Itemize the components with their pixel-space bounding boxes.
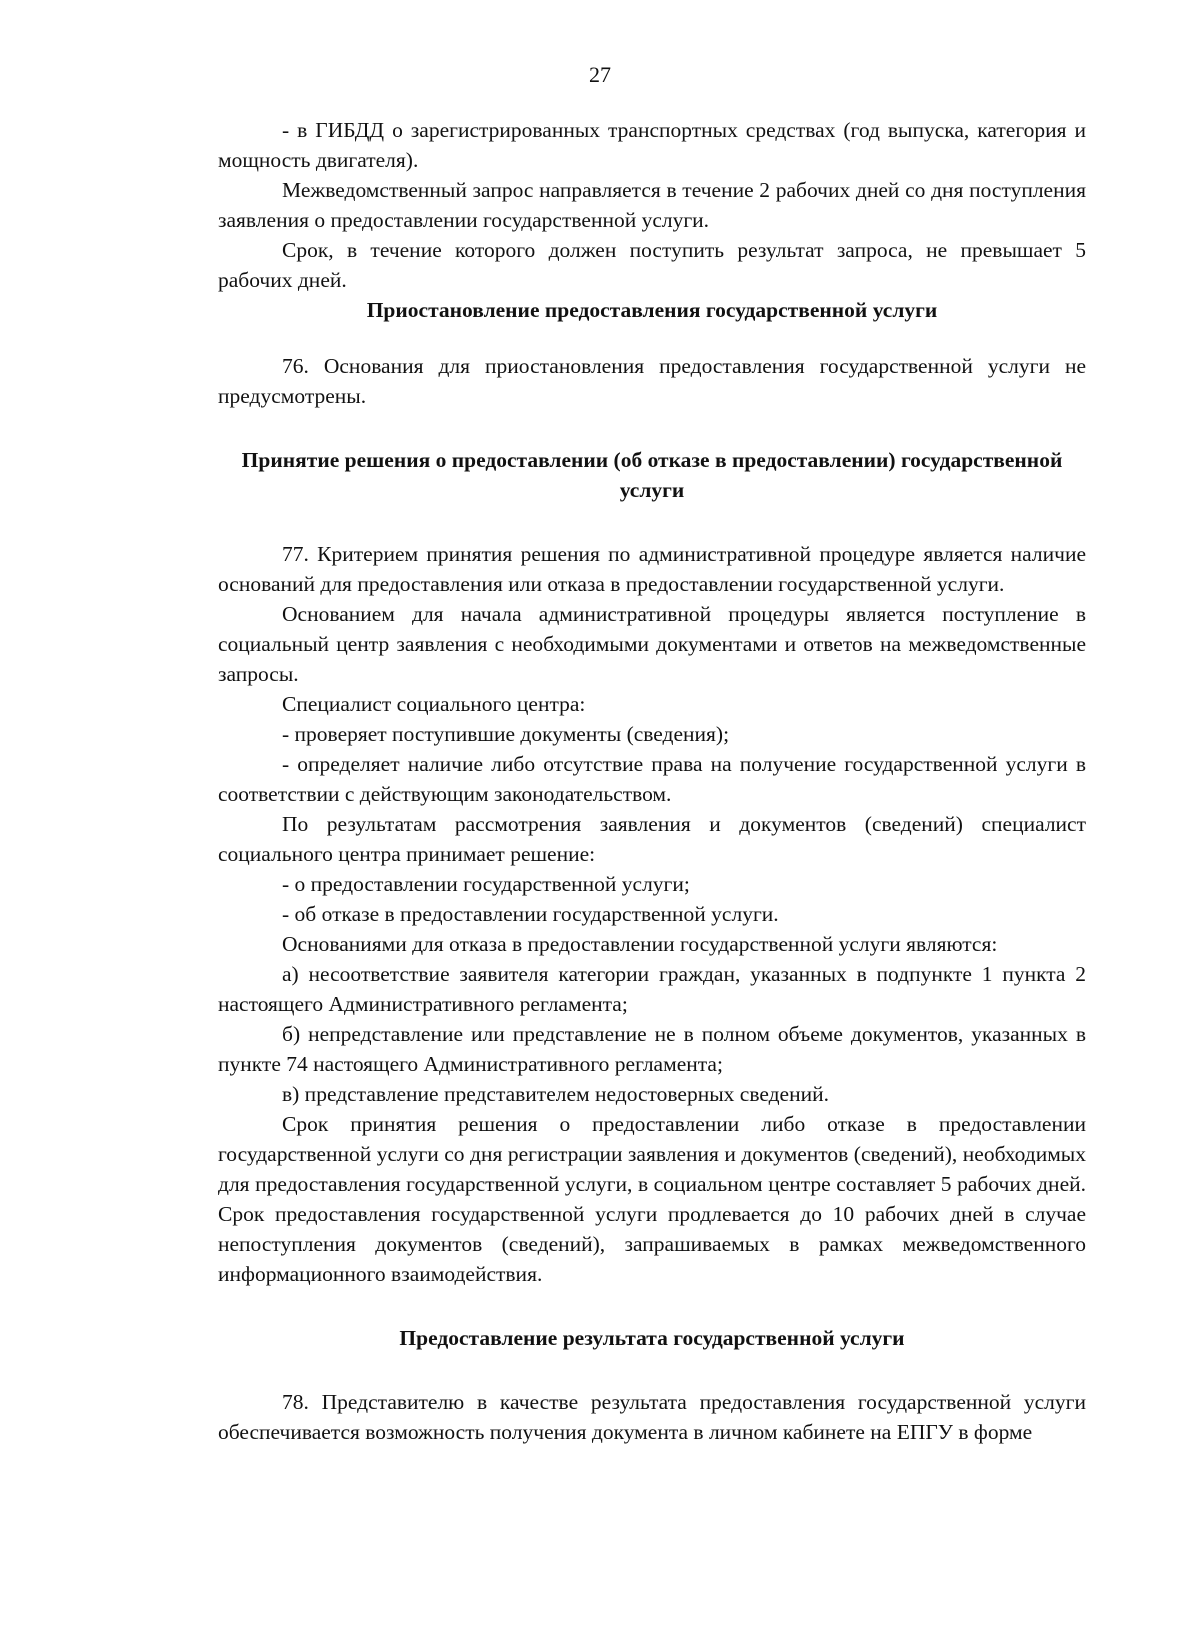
list-item-refusal: - об отказе в предоставлении государственной услуги. (282, 902, 779, 926)
list-item-c: в) представление представителем недостоверных сведений. (282, 1082, 829, 1106)
page-number: 27 (589, 62, 611, 87)
section-heading-result: Предоставление результата государственной услуги (399, 1326, 905, 1350)
paragraph-78: 78. Представителю в качестве результата предоставления государственной услуги обеспечивается возможность получения документа в личном кабинете на ЕПГУ в форме (218, 1390, 1086, 1444)
document-body (218, 115, 1086, 1447)
spacer (218, 1353, 1086, 1387)
list-item-b: б) непредставление или представление не в полном объеме документов, указанных в пункте 74 настоящего Административного регламента; (218, 1022, 1086, 1076)
list-item-grant: - о предоставлении государственной услуги; (282, 872, 690, 896)
paragraph-interagency-request: Межведомственный запрос направляется в течение 2 рабочих дней со дня поступления заявления о предоставлении государственной услуги. (218, 178, 1086, 232)
paragraph-refusal-grounds: Основаниями для отказа в предоставлении государственной услуги являются: (282, 932, 998, 956)
list-item-a: а) несоответствие заявителя категории граждан, указанных в подпункте 1 пункта 2 настоящего Административного регламента; (218, 962, 1086, 1016)
paragraph-decision-results: По результатам рассмотрения заявления и документов (сведений) специалист социального центра принимает решение: (218, 812, 1086, 866)
paragraph-specialist: Специалист социального центра: (282, 692, 586, 716)
paragraph-77: 77. Критерием принятия решения по административной процедуре является наличие оснований для предоставления или отказа в предоставлении государственной услуги. (218, 542, 1086, 596)
section-heading-decision: Принятие решения о предоставлении (об отказе в предоставлении) государственной услуги (241, 448, 1063, 502)
spacer (218, 325, 1086, 351)
spacer (218, 411, 1086, 445)
spacer (218, 505, 1086, 539)
paragraph-gibdd-item: - в ГИБДД о зарегистрированных транспортных средствах (год выпуска, категория и мощность двигателя). (218, 118, 1086, 172)
list-item-determines-right: - определяет наличие либо отсутствие права на получение государственной услуги в соответствии с действующим законодательством. (218, 752, 1086, 806)
paragraph-procedure-basis: Основанием для начала административной процедуры является поступление в социальный центр заявления с необходимыми документами и ответов на межведомственные запросы. (218, 602, 1086, 686)
list-item-checks-documents: - проверяет поступившие документы (сведения); (282, 722, 730, 746)
paragraph-decision-deadline: Срок принятия решения о предоставлении либо отказе в предоставлении государственной услуги со дня регистрации заявления и документов (сведений), необходимых для предоставления государственной услуги, в социальном центре составляет 5 рабочих дней. Срок предоставления государственной услуги продлевается до 10 рабочих дней в случае непоступления документов (сведений), запрашиваемых в рамках межведомственного информационного взаимодействия. (218, 1112, 1086, 1286)
paragraph-76: 76. Основания для приостановления предоставления государственной услуги не предусмотрены. (218, 354, 1086, 408)
spacer (218, 1289, 1086, 1323)
paragraph-response-deadline: Срок, в течение которого должен поступить результат запроса, не превышает 5 рабочих дней. (218, 238, 1086, 292)
section-heading-suspension: Приостановление предоставления государственной услуги (366, 298, 938, 322)
